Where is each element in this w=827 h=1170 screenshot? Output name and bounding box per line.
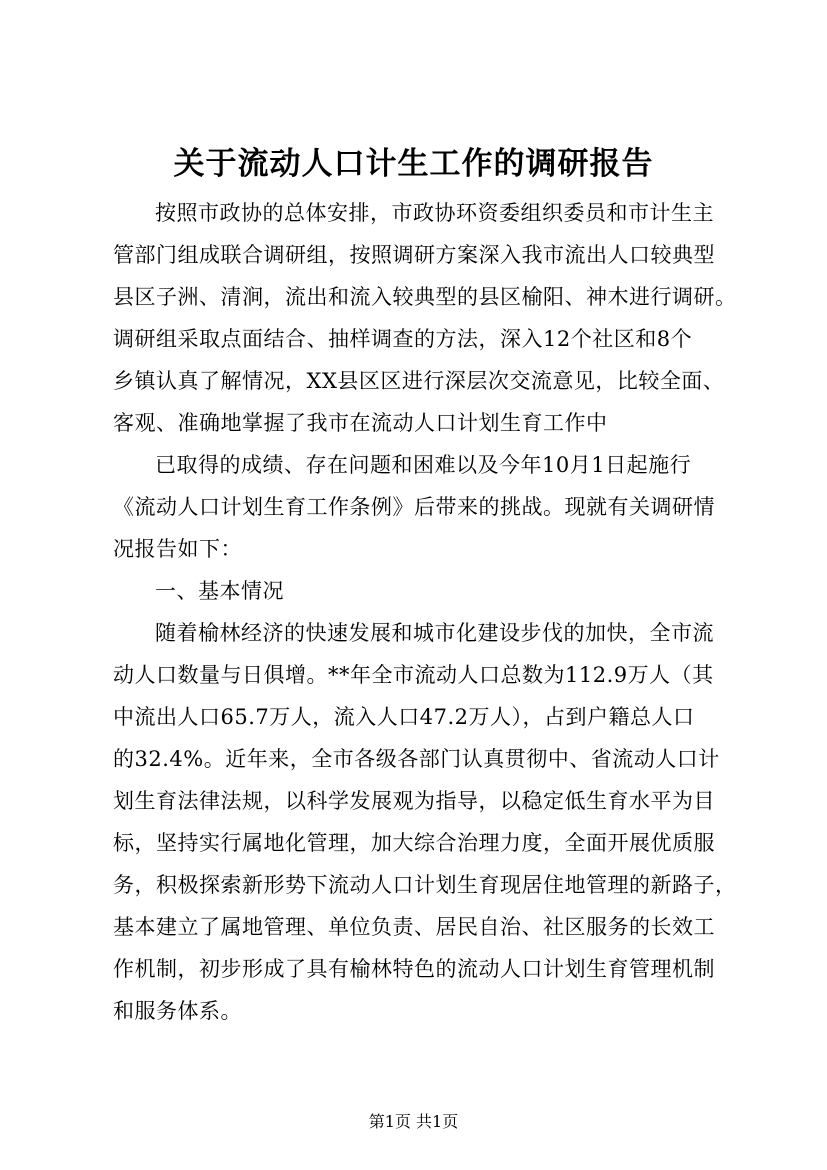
paragraph-line: 随着榆林经济的快速发展和城市化建设步伐的加快，全市流 (155, 621, 714, 645)
paragraph-line: 况报告如下： (113, 537, 242, 561)
paragraph-line: 标，坚持实行属地化管理，加大综合治理力度，全面开展优质服 (113, 831, 715, 855)
paragraph-line: 的32.4%。近年来，全市各级各部门认真贯彻中、省流动人口计 (113, 747, 720, 771)
paragraph-line: 中流出人口65.7万人，流入人口47.2万人），占到户籍总人口 (113, 705, 695, 729)
document-title: 关于流动人口计生工作的调研报告 (173, 146, 654, 182)
paragraph-line: 按照市政协的总体安排，市政协环资委组织委员和市计生主 (155, 201, 714, 225)
paragraph-line: 务，积极探索新形势下流动人口计划生育现居住地管理的新路子， (113, 873, 737, 897)
paragraph-line: 动人口数量与日俱增。**年全市流动人口总数为112.9万人（其 (113, 663, 714, 687)
page-number-footer: 第1页 共1页 (368, 1112, 459, 1131)
paragraph-line: 和服务体系。 (113, 999, 242, 1023)
paragraph-line: 县区子洲、清涧，流出和流入较典型的县区榆阳、神木进行调研。 (113, 285, 737, 309)
paragraph-line: 《流动人口计划生育工作条例》后带来的挑战。现就有关调研情 (113, 495, 715, 519)
paragraph-line: 客观、准确地掌握了我市在流动人口计划生育工作中 (113, 411, 608, 435)
paragraph-line: 调研组采取点面结合、抽样调查的方法，深入12个社区和8个 (113, 327, 693, 351)
paragraph-line: 划生育法律法规，以科学发展观为指导，以稳定低生育水平为目 (113, 789, 715, 813)
section-heading: 一、基本情况 (155, 579, 284, 603)
paragraph-line: 基本建立了属地管理、单位负责、居民自治、社区服务的长效工 (113, 915, 715, 939)
paragraph-line: 管部门组成联合调研组，按照调研方案深入我市流出人口较典型 (113, 243, 715, 267)
paragraph-line: 作机制，初步形成了具有榆林特色的流动人口计划生育管理机制 (113, 957, 715, 981)
paragraph-line: 乡镇认真了解情况，XX县区区进行深层次交流意见，比较全面、 (113, 369, 725, 393)
paragraph-line: 已取得的成绩、存在问题和困难以及今年10月1日起施行 (155, 453, 692, 477)
